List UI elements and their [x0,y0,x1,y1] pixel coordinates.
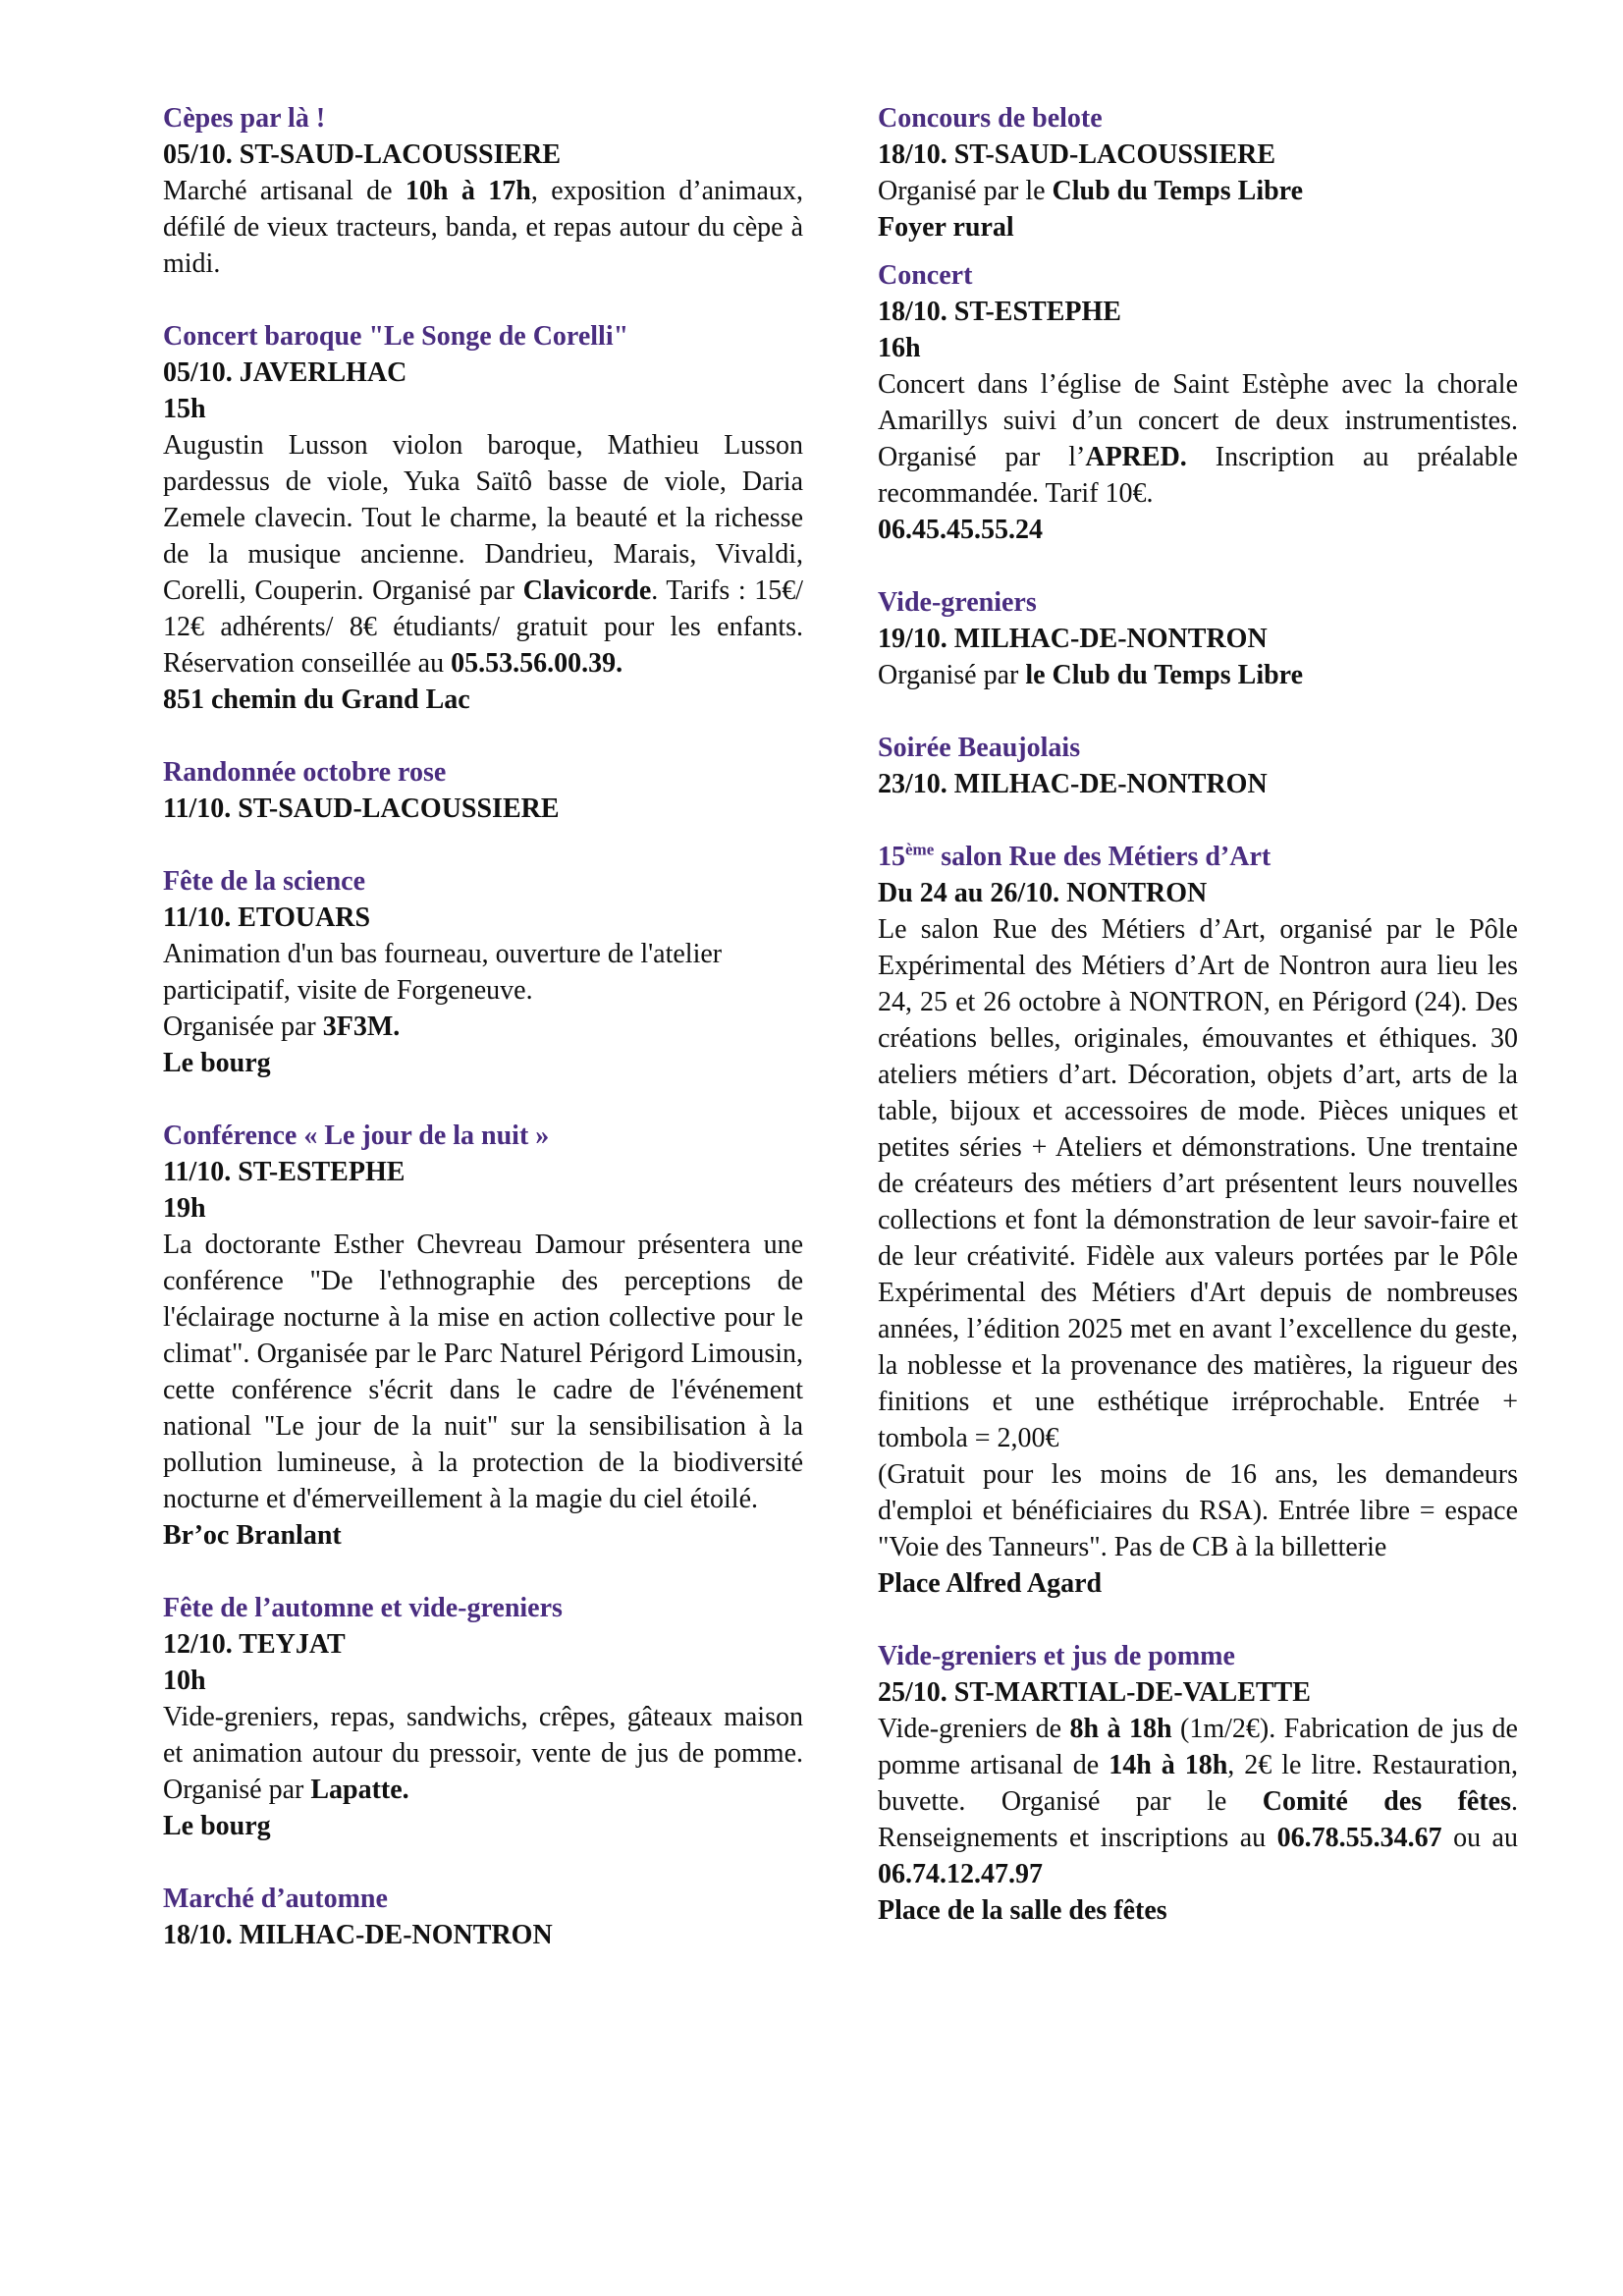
event-place: Place de la salle des fêtes [878,1895,1167,1926]
event-title: Fête de l’automne et vide-greniers [163,1593,563,1623]
event-place: Foyer rural [878,212,1014,243]
event-place: Place Alfred Agard [878,1568,1103,1599]
event-description: Le salon Rue des Métiers d’Art, organisé par le Pôle Expérimental des Métiers d’Art de Nontron aura lieu les 24, 25 et 26 octobre à NONTRON, en Périgord (24). Des créations belles, originales, émouvantes et éthiques. 30 ateliers métiers d’art. Décoration, objets d’art, arts de la table, bijoux et accessoires de mode. Pièces uniques et petites séries + Ateliers et démonstrations. Une trentaine de créateurs des métiers d’art présentent leurs nouvelles collections et font la démonstration de leur savoir-faire et de leur créativité. Fidèle aux valeurs portées par le Pôle Expérimental des Métiers d'Art depuis de nombreuses années, l’édition 2025 met en avant l’excellence du geste, la noblesse et la provenance des matières, la rigueur des finitions et une esthétique irréprochable. Entrée + tombola = 2,00€ [878,914,1518,1453]
event-organizer: Organisé par le Club du Temps Libre [878,176,1304,206]
event-title: Vide-greniers [878,587,1037,618]
event-place: Br’oc Branlant [163,1520,342,1551]
event-belote [878,100,1518,246]
event-title: Randonnée octobre rose [163,757,447,788]
event-conference [163,1118,803,1554]
event-title: Vide-greniers et jus de pomme [878,1641,1235,1671]
event-time: 15h [163,394,206,424]
event-date: 11/10. ETOUARS [163,902,371,933]
event-description: Marché artisanal de 10h à 17h, exposition d’animaux, défilé de vieux tracteurs, banda, et repas autour du cèpe à midi. [163,176,803,279]
event-date: 12/10. TEYJAT [163,1629,346,1660]
event-date: 05/10. ST-SAUD-LACOUSSIERE [163,139,562,170]
event-phone: 06.45.45.55.24 [878,515,1043,545]
event-organizer: Organisée par 3F3M. [163,1011,401,1042]
event-description: Vide-greniers, repas, sandwichs, crêpes, gâteaux maison et animation autour du pressoir, vente de jus de pomme. Organisé par Lapatte. [163,1702,803,1805]
event-title: Cèpes par là ! [163,103,326,134]
event-organizer: Organisé par le Club du Temps Libre [878,660,1304,690]
event-description: La doctorante Esther Chevreau Damour présentera une conférence "De l'ethnographie des perceptions de l'éclairage nocturne à la mise en action collective pour le climat". Organisée par le Parc Naturel Périgord Limousin, cette conférence s'écrit dans le cadre de l'événement national "Le jour de la nuit" sur la sensibilisation à la pollution lumineuse, à la protection de la biodiversité nocturne et d'émerveillement à la magie du ciel étoilé. [163,1230,803,1514]
event-time: 16h [878,333,921,363]
event-title: Concert baroque "Le Songe de Corelli" [163,321,629,352]
event-title: Marché d’automne [163,1884,388,1914]
event-place: Le bourg [163,1811,271,1841]
event-marche-automne [163,1881,803,1953]
event-description: Animation d'un bas fourneau, ouverture de l'atelier participatif, visite de Forgeneuve. [163,939,723,1006]
event-concert-baroque [163,318,803,718]
event-date: 18/10. MILHAC-DE-NONTRON [163,1920,553,1950]
event-salon-metiers [878,839,1518,1602]
event-title: Soirée Beaujolais [878,733,1081,763]
event-description: Concert dans l’église de Saint Estèphe avec la chorale Amarillys suivi d’un concert de deux instrumentistes. Organisé par l’APRED. Inscription au préalable recommandée. Tarif 10€. [878,369,1518,509]
event-title: Conférence « Le jour de la nuit » [163,1121,550,1151]
event-vide-greniers [878,584,1518,693]
event-concert [878,257,1518,548]
event-date: 19/10. MILHAC-DE-NONTRON [878,624,1268,654]
event-randonnee [163,754,803,827]
right-column [878,100,1518,1965]
left-column [163,100,803,1990]
event-date: 05/10. JAVERLHAC [163,357,407,388]
event-description-extra: (Gratuit pour les moins de 16 ans, les demandeurs d'emploi et bénéficiaires du RSA). Entrée libre = espace "Voie des Tanneurs". Pas de CB à la billetterie [878,1459,1518,1562]
event-jus-pomme [878,1638,1518,1929]
event-description: Augustin Lusson violon baroque, Mathieu Lusson pardessus de viole, Yuka Saïtô basse de viole, Daria Zemele clavecin. Tout le charme, la beauté et la richesse de la musique ancienne. Dandrieu, Marais, Vivaldi, Corelli, Couperin. Organisé par Clavicorde. Tarifs : 15€/ 12€ adhérents/ 8€ étudiants/ gratuit pour les enfants. Réservation conseillée au 05.53.56.00.39. [163,430,804,679]
event-beaujolais [878,730,1518,802]
event-date: 23/10. MILHAC-DE-NONTRON [878,769,1268,799]
event-title: Concours de belote [878,103,1103,134]
event-fete-automne [163,1590,803,1844]
event-date: Du 24 au 26/10. NONTRON [878,878,1208,908]
event-date: 25/10. ST-MARTIAL-DE-VALETTE [878,1677,1311,1708]
event-date: 18/10. ST-ESTEPHE [878,297,1121,327]
event-date: 11/10. ST-SAUD-LACOUSSIERE [163,793,560,824]
event-cepes [163,100,803,282]
event-place: Le bourg [163,1048,271,1078]
event-title: Fête de la science [163,866,366,897]
event-date: 11/10. ST-ESTEPHE [163,1157,406,1187]
event-description: Vide-greniers de 8h à 18h (1m/2€). Fabrication de jus de pomme artisanal de 14h à 18h, 2€ le litre. Restauration, buvette. Organisé par le Comité des fêtes. Renseignements et inscriptions au 06.78.55.34.67 ou au 06.74.12.47.97 [878,1714,1518,1889]
event-title: 15ème salon Rue des Métiers d’Art [878,840,1271,872]
event-time: 10h [163,1666,206,1696]
event-fete-science [163,863,803,1081]
event-date: 18/10. ST-SAUD-LACOUSSIERE [878,139,1276,170]
event-title: Concert [878,260,973,291]
event-time: 19h [163,1193,206,1224]
event-place: 851 chemin du Grand Lac [163,684,470,715]
